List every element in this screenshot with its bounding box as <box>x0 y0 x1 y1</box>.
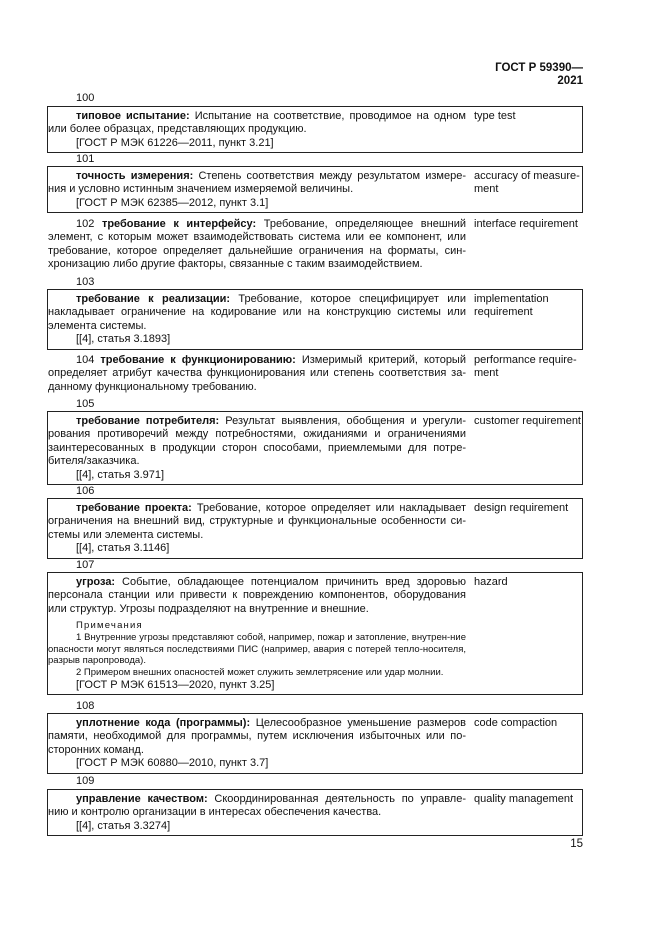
definition: Скоординированная деятельность по управле-нию и контролю организации в интересах обеспечения качества. <box>48 793 466 819</box>
definition: Испытание на соответствие, проводимое на одном или более образцах, представляющих продукцию. <box>48 110 466 136</box>
source-ref: [ГОСТ Р МЭК 60880—2010, пункт 3.7] <box>76 757 269 770</box>
english-term: hazard <box>474 576 508 588</box>
note: 2 Примером внешних опасностей может служить землетрясение или удар молнии. <box>76 667 444 679</box>
entry-number: 102 <box>76 218 95 230</box>
english-term: performance require-ment <box>474 354 577 380</box>
source-ref: [ГОСТ Р МЭК 61226—2011, пункт 3.21] <box>76 136 274 149</box>
notes <box>48 620 466 679</box>
entry-number: 101 <box>76 153 95 165</box>
document-header: ГОСТ Р 59390—2021 <box>495 62 583 88</box>
term: угроза: <box>76 576 116 588</box>
entry-number: 106 <box>76 485 95 497</box>
notes-title: Примечания <box>76 620 143 632</box>
page-number: 15 <box>570 838 583 850</box>
entry-number: 104 <box>76 354 95 366</box>
term-entry <box>47 350 583 397</box>
note: 1 Внутренние угрозы представляют собой, например, пожар и затопление, внутрен-ние опасности могут являться последствиями ПИС (например, авария с потерей тепло-носителя, разрыв паропровода). <box>48 631 466 667</box>
term: управление качеством: <box>76 793 208 805</box>
term-entry <box>47 411 583 485</box>
english-term: customer requirement <box>474 415 581 427</box>
term-entry <box>47 572 583 695</box>
english-term: implementation requirement <box>474 293 549 319</box>
term: требование к реализации: <box>76 293 231 305</box>
definition: Требование, которое специфицирует или накладывает ограничение на кодирование или на конструкцию системы или элемента системы. <box>48 293 466 332</box>
english-term: accuracy of measure-ment <box>474 170 580 196</box>
definition: Результат выявления, обобщения и урегули-рования противоречий между потребностями, ожиданиями и ограничениями заинтересованных в продукции сторон способами, приемлемыми для потре-бителя/заказчика. <box>48 415 466 468</box>
definition: Целесообразное уменьшение размеров памяти, необходимой для программы, путем исключения избыточных или по-сторонних команд. <box>48 717 466 756</box>
entry-number: 105 <box>76 398 95 410</box>
source-ref: [ГОСТ Р МЭК 61513—2020, пункт 3.25] <box>76 678 275 691</box>
entry-number: 103 <box>76 276 95 288</box>
source-ref: [[4], статья 3.971] <box>76 468 165 481</box>
term-entry <box>47 166 583 213</box>
definition: Требование, которое определяет или накладывает ограничения на внешний вид, структурные и функциональные особенности си-стемы или элемента системы. <box>48 502 466 541</box>
source-ref: [ГОСТ Р МЭК 62385—2012, пункт 3.1] <box>76 196 269 209</box>
definition: Событие, обладающее потенциалом причинить вред здоровью персонала станции или привести к повреждению компонентов, оборудования или структур. Угрозы подразделяют на внутренние и внешние. <box>48 576 466 615</box>
term: уплотнение кода (программы): <box>76 717 251 729</box>
term: требование потребителя: <box>76 415 220 427</box>
term-entry <box>47 498 583 559</box>
english-term: quality management <box>474 793 574 805</box>
term: точность измерения: <box>76 170 194 182</box>
term-entry <box>47 789 583 836</box>
term: требование проекта: <box>76 502 192 514</box>
english-term: code compaction <box>474 717 558 729</box>
definition: Требование, определяющее внешний элемент, с которым может взаимодействовать система или ее компонент, или требование, которое определяет дальнейшие ограничения на форматы, син-хронизацию либо другие факторы, связанные с таким взаимодействием. <box>48 218 467 271</box>
english-term: design requirement <box>474 502 569 514</box>
term-entry <box>47 713 583 774</box>
entry-number: 109 <box>76 775 95 787</box>
term: типовое испытание: <box>76 110 190 122</box>
term-entry <box>47 106 583 153</box>
term: требование к интерфейсу: <box>101 218 257 230</box>
entry-number: 100 <box>76 92 95 104</box>
entry-number: 107 <box>76 559 95 571</box>
source-ref: [[4], статья 3.1146] <box>76 542 170 555</box>
term: требование к функционированию: <box>100 354 296 366</box>
entry-number: 108 <box>76 700 95 712</box>
definition: Степень соответствия между результатом измере-ния и условно истинным значением измеряемой величины. <box>48 170 467 196</box>
term-entry <box>47 214 583 275</box>
definition: Измеримый критерий, который определяет атрибут качества функционирования или степень соответствия за-данному функциональному требованию. <box>48 354 466 393</box>
source-ref: [[4], статья 3.1893] <box>76 333 171 346</box>
english-term: interface requirement <box>474 218 578 230</box>
source-ref: [[4], статья 3.3274] <box>76 819 171 832</box>
english-term: type test <box>474 110 516 122</box>
term-entry <box>47 289 583 350</box>
